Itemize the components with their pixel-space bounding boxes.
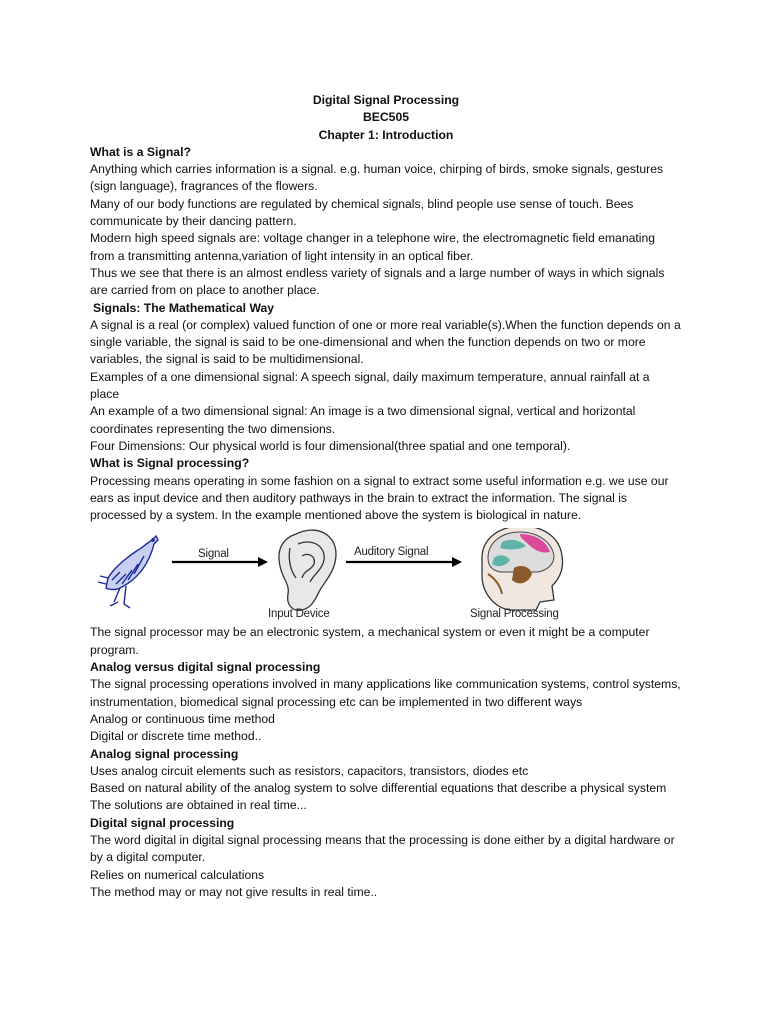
paragraph: Many of our body functions are regulated by chemical signals, blind people use sense of touch. Bees communicate by their dancing pattern. bbox=[90, 196, 634, 229]
document-title: Digital Signal Processing bbox=[312, 93, 460, 107]
paragraph: Analog or continuous time method bbox=[90, 711, 275, 726]
paragraph: The solutions are obtained in real time... bbox=[90, 798, 307, 813]
paragraph: Uses analog circuit elements such as resistors, capacitors, transistors, diodes etc bbox=[90, 763, 529, 778]
paragraph: The method may or may not give results in real time.. bbox=[90, 884, 378, 899]
paragraph: The signal processing operations involved in many applications like communication systems, control systems, instrumentation, biomedical signal processing etc can be implemented in two different ways bbox=[90, 677, 681, 709]
paragraph: Relies on numerical calculations bbox=[90, 867, 265, 882]
paragraph: Processing means operating in some fashion on a signal to extract some useful information e.g. we use our ears as input device and then auditory pathways in the brain to extract the information. The signal is processed by a system. In the example mentioned above the system is biological in nature. bbox=[90, 473, 669, 523]
figure-drawing bbox=[90, 528, 682, 620]
section-heading-analog-vs-digital: Analog versus digital signal processing bbox=[90, 660, 321, 675]
chapter-title: Chapter 1: Introduction bbox=[318, 127, 454, 142]
paragraph: The signal processor may be an electronic system, a mechanical system or even it might be a computer program. bbox=[90, 625, 650, 657]
bird-illustration bbox=[98, 536, 158, 608]
paragraph: Modern high speed signals are: voltage changer in a telephone wire, the electromagnetic field emanating from a transmitting antenna,variation of light intensity in an optical fiber. bbox=[90, 231, 656, 263]
signal-processing-figure bbox=[90, 528, 682, 620]
signal-processing-label: Signal Processing bbox=[470, 608, 559, 621]
signal-label: Signal bbox=[198, 548, 229, 561]
document-page bbox=[90, 92, 682, 901]
paragraph: Four Dimensions: Our physical world is four dimensional(three spatial and one temporal). bbox=[90, 438, 571, 453]
section-heading-signal-processing: What is Signal processing? bbox=[90, 456, 250, 471]
section-heading-mathematical-way: Signals: The Mathematical Way bbox=[93, 300, 275, 315]
paragraph: Thus we see that there is an almost endless variety of signals and a large number of ways in which signals are carried from on place to another place. bbox=[90, 265, 665, 298]
section-heading-digital-signal-processing: Digital signal processing bbox=[90, 815, 235, 830]
course-code: BEC505 bbox=[362, 110, 410, 125]
brain-head-illustration bbox=[482, 528, 563, 610]
section-heading-what-is-signal: What is a Signal? bbox=[90, 144, 191, 159]
auditory-signal-label: Auditory Signal bbox=[354, 546, 429, 559]
paragraph: Anything which carries information is a signal. e.g. human voice, chirping of birds, smoke signals, gestures (sign language), fragrances of the flowers. bbox=[90, 162, 664, 194]
paragraph: Digital or discrete time method.. bbox=[90, 729, 262, 744]
ear-illustration bbox=[279, 530, 336, 610]
paragraph: Based on natural ability of the analog system to solve differential equations that describe a physical system bbox=[90, 781, 667, 796]
paragraph: Examples of a one dimensional signal: A speech signal, daily maximum temperature, annual rainfall at a place bbox=[90, 369, 650, 402]
input-device-label: Input Device bbox=[268, 608, 330, 621]
paragraph: The word digital in digital signal processing means that the processing is done either by a digital hardware or by a digital computer. bbox=[90, 832, 675, 865]
title-block bbox=[90, 92, 682, 144]
paragraph: An example of a two dimensional signal: An image is a two dimensional signal, vertical and horizontal coordinates representing the two dimensions. bbox=[90, 404, 636, 436]
paragraph: A signal is a real (or complex) valued function of one or more real variable(s).When the function depends on a single variable, the signal is said to be one-dimensional and when the function depends on two or more variables, the signal is said to be multidimensional. bbox=[90, 317, 681, 367]
section-heading-analog-signal-processing: Analog signal processing bbox=[90, 746, 239, 761]
